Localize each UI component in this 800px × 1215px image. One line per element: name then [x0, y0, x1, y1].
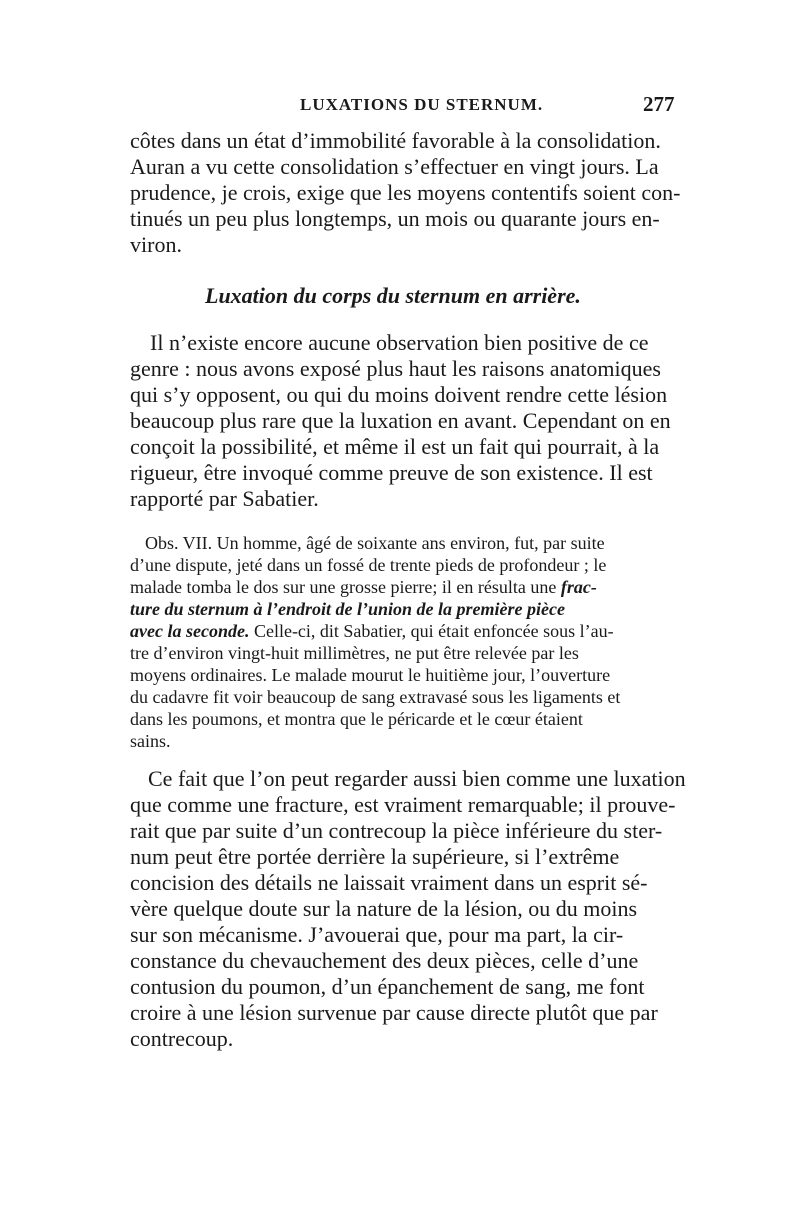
- text-line: rigueur, être invoqué comme preuve de son existence. Il est: [130, 460, 653, 485]
- text-line: num peut être portée derrière la supérieure, si l’extrême: [130, 844, 620, 869]
- text-line: Auran a vu cette consolidation s’effectuer en vingt jours. La: [130, 154, 659, 179]
- observation-line: [130, 620, 614, 642]
- text-line: genre : nous avons exposé plus haut les raisons anatomiques: [130, 356, 661, 381]
- text-line: croire à une lésion survenue par cause directe plutôt que par: [130, 1000, 658, 1025]
- observation-line: du cadavre fit voir beaucoup de sang extravasé sous les ligaments et: [130, 687, 621, 707]
- observation-text: Un homme, âgé de soixante ans environ, fut, par suite: [216, 533, 605, 553]
- observation-italic: frac-: [560, 577, 597, 597]
- text-line: contusion du poumon, d’un épanchement de sang, me font: [130, 974, 645, 999]
- text-line: rapporté par Sabatier.: [130, 486, 319, 511]
- text-line: viron.: [130, 232, 182, 257]
- observation-line: [145, 532, 605, 554]
- observation-line: sains.: [130, 731, 171, 751]
- observation-line: dans les poumons, et montra que le péricarde et le cœur étaient: [130, 709, 583, 729]
- text-line: qui s’y opposent, ou qui du moins doivent rendre cette lésion: [130, 382, 668, 407]
- running-title: LUXATIONS DU STERNUM.: [300, 95, 544, 114]
- text-line: Ce fait que l’on peut regarder aussi bien comme une luxation: [148, 766, 686, 791]
- observation-label: Obs. VII.: [145, 533, 213, 553]
- text-line: sur son mécanisme. J’avouerai que, pour ma part, la cir-: [130, 922, 624, 947]
- observation-italic: avec la seconde.: [130, 621, 250, 641]
- observation-line: d’une dispute, jeté dans un fossé de trente pieds de profondeur ; le: [130, 555, 607, 575]
- observation-line: moyens ordinaires. Le malade mourut le huitième jour, l’ouverture: [130, 665, 611, 685]
- text-line: beaucoup plus rare que la luxation en avant. Cependant on en: [130, 408, 671, 433]
- section-heading: Luxation du corps du sternum en arrière.: [205, 283, 581, 308]
- observation-text: Celle-ci, dit Sabatier, qui était enfoncée sous l’au-: [253, 621, 614, 641]
- observation-line: [130, 576, 597, 598]
- observation-line: ture du sternum à l’endroit de l’union de la première pièce: [130, 599, 565, 619]
- observation-text: malade tomba le dos sur une grosse pierre; il en résulta une: [130, 577, 557, 597]
- text-line: concision des détails ne laissait vraiment dans un esprit sé-: [130, 870, 648, 895]
- text-line: prudence, je crois, exige que les moyens contentifs soient con-: [130, 180, 681, 205]
- text-line: vère quelque doute sur la nature de la lésion, ou du moins: [130, 896, 638, 921]
- text-line: Il n’existe encore aucune observation bien positive de ce: [150, 330, 649, 355]
- observation-line: tre d’environ vingt-huit millimètres, ne put être relevée par les: [130, 643, 579, 663]
- text-line: que comme une fracture, est vraiment remarquable; il prouve-: [130, 792, 676, 817]
- text-line: contrecoup.: [130, 1026, 234, 1051]
- page-number: 277: [643, 92, 675, 116]
- text-line: tinués un peu plus longtemps, un mois ou quarante jours en-: [130, 206, 660, 231]
- text-line: conçoit la possibilité, et même il est un fait qui pourrait, à la: [130, 434, 660, 459]
- text-line: constance du chevauchement des deux pièces, celle d’une: [130, 948, 639, 973]
- text-line: côtes dans un état d’immobilité favorable à la consolidation.: [130, 128, 661, 153]
- text-line: rait que par suite d’un contrecoup la pièce inférieure du ster-: [130, 818, 663, 843]
